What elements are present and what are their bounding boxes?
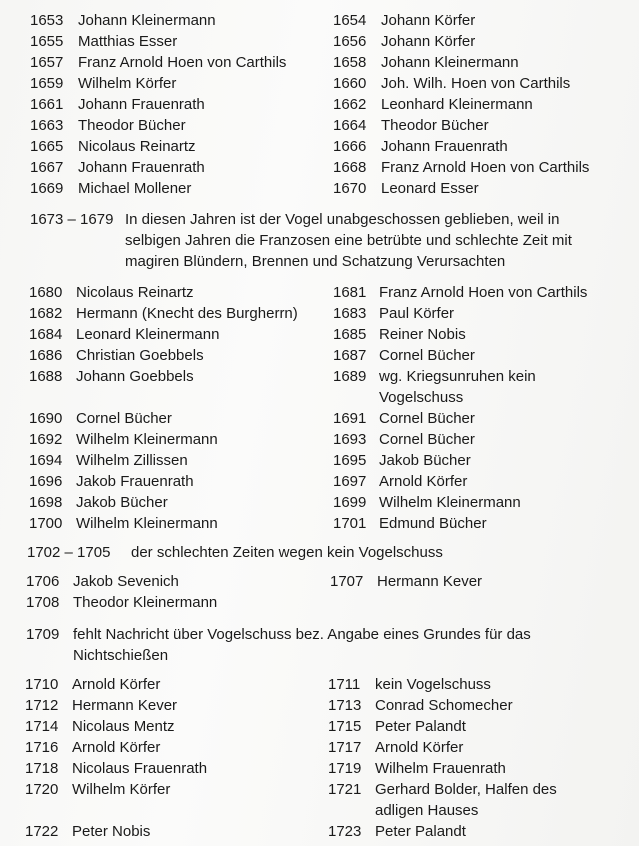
year: 1699 [333,494,367,511]
king-name: Peter Palandt [375,823,466,840]
year: 1712 [25,697,59,714]
list-row [0,345,639,366]
list-block-1680-1701 [0,282,639,534]
year: 1681 [333,284,367,301]
king-name: Johann Frauenrath [78,96,205,113]
king-name: Cornel Bücher [379,410,475,427]
year: 1711 [328,676,361,693]
king-name: Edmund Bücher [379,515,487,532]
king-name: Gerhard Bolder, Halfen des adligen Hauses [375,781,557,819]
list-row [0,450,639,471]
year: 1697 [333,473,367,490]
list-block-1710-1723 [0,674,639,842]
king-name: Hermann Kever [72,697,178,714]
year: 1690 [29,410,63,427]
king-name: Joh. Wilh. Hoen von Carthils [381,75,571,92]
king-name: Johann Körfer [381,12,476,29]
king-name: Peter Palandt [375,718,466,735]
list-row [0,136,639,157]
list-row [0,429,639,450]
note-text: In diesen Jahren ist der Vogel unabgeschossen geblieben, weil in selbigen Jahren die Franzosen eine betrübte und schlechte Zeit mit magiren Blündern, Brennen und Schatzung Verursachten [125,211,572,270]
list-row [0,178,639,199]
king-name: Wilhelm Körfer [78,75,177,92]
year: 1706 [26,573,60,590]
year: 1696 [29,473,63,490]
list-row [0,94,639,115]
king-name: Cornel Bücher [379,431,475,448]
year: 1709 [26,626,60,643]
note-1709 [0,624,639,668]
year: 1693 [333,431,367,448]
king-name: Franz Arnold Hoen von Carthils [379,284,588,301]
king-name: Leonard Esser [381,180,479,197]
year: 1713 [328,697,362,714]
list-row [0,592,639,613]
list-row [0,282,639,303]
note-text: der schlechten Zeiten wegen kein Vogelschuss [131,544,443,561]
year: 1708 [26,594,60,611]
year: 1694 [29,452,63,469]
king-name: Wilhelm Zillissen [76,452,188,469]
note-text: fehlt Nachricht über Vogelschuss bez. Angabe eines Grundes für das Nichtschießen [73,626,531,664]
year: 1714 [25,718,59,735]
king-name: Peter Nobis [72,823,151,840]
year-range: 1673 – 1679 [30,211,114,228]
list-block-1706-1708 [0,571,639,613]
list-row [0,324,639,345]
year: 1718 [25,760,59,777]
list-row [0,695,639,716]
king-name: Nicolaus Reinartz [78,138,196,155]
king-name: Cornel Bücher [76,410,172,427]
year: 1720 [25,781,59,798]
king-name: Cornel Bücher [379,347,475,364]
year: 1691 [333,410,367,427]
king-name: Johann Kleinermann [78,12,216,29]
year-range: 1702 – 1705 [27,544,111,561]
year: 1667 [30,159,64,176]
list-row [0,10,639,31]
year: 1668 [333,159,367,176]
list-row [0,737,639,758]
list-row [0,779,639,821]
list-row [0,303,639,324]
year: 1716 [25,739,59,756]
note-1673-1679 [0,209,639,273]
king-name: Wilhelm Frauenrath [375,760,506,777]
list-row [0,31,639,52]
king-name: Leonhard Kleinermann [381,96,533,113]
king-name: Theodor Bücher [381,117,489,134]
year: 1684 [29,326,63,343]
year: 1656 [333,33,367,50]
king-name: Arnold Körfer [72,676,161,693]
king-name: Theodor Kleinermann [73,594,218,611]
year: 1655 [30,33,64,50]
king-name: Leonard Kleinermann [76,326,220,343]
list-row [0,571,639,592]
year: 1685 [333,326,367,343]
year: 1670 [333,180,367,197]
king-name: Reiner Nobis [379,326,466,343]
king-name: Wilhelm Körfer [72,781,171,798]
year: 1688 [29,368,63,385]
year: 1719 [328,760,362,777]
year: 1654 [333,12,367,29]
king-name: Johann Frauenrath [78,159,205,176]
king-name: Johann Kleinermann [381,54,519,71]
year: 1659 [30,75,64,92]
king-name: Jakob Bücher [76,494,168,511]
year: 1687 [333,347,367,364]
year: 1666 [333,138,367,155]
year: 1657 [30,54,64,71]
year: 1692 [29,431,63,448]
year: 1686 [29,347,63,364]
king-name: Jakob Bücher [379,452,471,469]
king-name: Franz Arnold Hoen von Carthils [381,159,590,176]
year: 1700 [29,515,63,532]
year: 1662 [333,96,367,113]
year: 1722 [25,823,59,840]
king-name: Theodor Bücher [78,117,186,134]
list-row [0,471,639,492]
king-name: Arnold Körfer [72,739,161,756]
year: 1658 [333,54,367,71]
year: 1689 [333,368,367,385]
king-name: Johann Körfer [381,33,476,50]
list-row [0,157,639,178]
year: 1682 [29,305,63,322]
king-name: Arnold Körfer [379,473,468,490]
year: 1660 [333,75,367,92]
year: 1661 [30,96,64,113]
list-row [0,73,639,94]
year: 1723 [328,823,362,840]
year: 1721 [328,781,362,798]
king-name: Hermann Kever [377,573,483,590]
list-row [0,821,639,842]
year: 1701 [333,515,367,532]
year: 1707 [330,573,364,590]
king-name: Christian Goebbels [76,347,204,364]
year: 1710 [25,676,59,693]
year: 1698 [29,494,63,511]
king-name: Wilhelm Kleinermann [76,431,218,448]
king-name: Paul Körfer [379,305,455,322]
list-row [0,674,639,695]
list-row [0,513,639,534]
year: 1653 [30,12,64,29]
list-row [0,408,639,429]
king-name: Nicolaus Mentz [72,718,175,735]
king-name: Jakob Frauenrath [76,473,194,490]
king-name: Arnold Körfer [375,739,464,756]
king-name: Michael Mollener [78,180,192,197]
year: 1663 [30,117,64,134]
year: 1669 [30,180,64,197]
year: 1717 [328,739,362,756]
year: 1665 [30,138,64,155]
king-name: Jakob Sevenich [73,573,179,590]
note-1702-1705 [0,542,639,564]
year: 1664 [333,117,367,134]
list-row [0,366,639,408]
king-name: Wilhelm Kleinermann [76,515,218,532]
year: 1695 [333,452,367,469]
king-name: Matthias Esser [78,33,178,50]
list-row [0,115,639,136]
king-name: kein Vogelschuss [375,676,491,693]
king-name: Johann Goebbels [76,368,194,385]
king-name: Conrad Schomecher [375,697,513,714]
king-name: Johann Frauenrath [381,138,508,155]
king-name: Nicolaus Reinartz [76,284,194,301]
list-row [0,492,639,513]
king-name: Franz Arnold Hoen von Carthils [78,54,287,71]
king-name: Hermann (Knecht des Burgherrn) [76,305,298,322]
year: 1680 [29,284,63,301]
list-row [0,52,639,73]
king-name: wg. Kriegsunruhen kein Vogelschuss [379,368,536,406]
list-row [0,716,639,737]
list-block-1653-1670 [0,10,639,199]
king-name: Nicolaus Frauenrath [72,760,208,777]
year: 1715 [328,718,362,735]
year: 1683 [333,305,367,322]
king-name: Wilhelm Kleinermann [379,494,521,511]
list-row [0,758,639,779]
